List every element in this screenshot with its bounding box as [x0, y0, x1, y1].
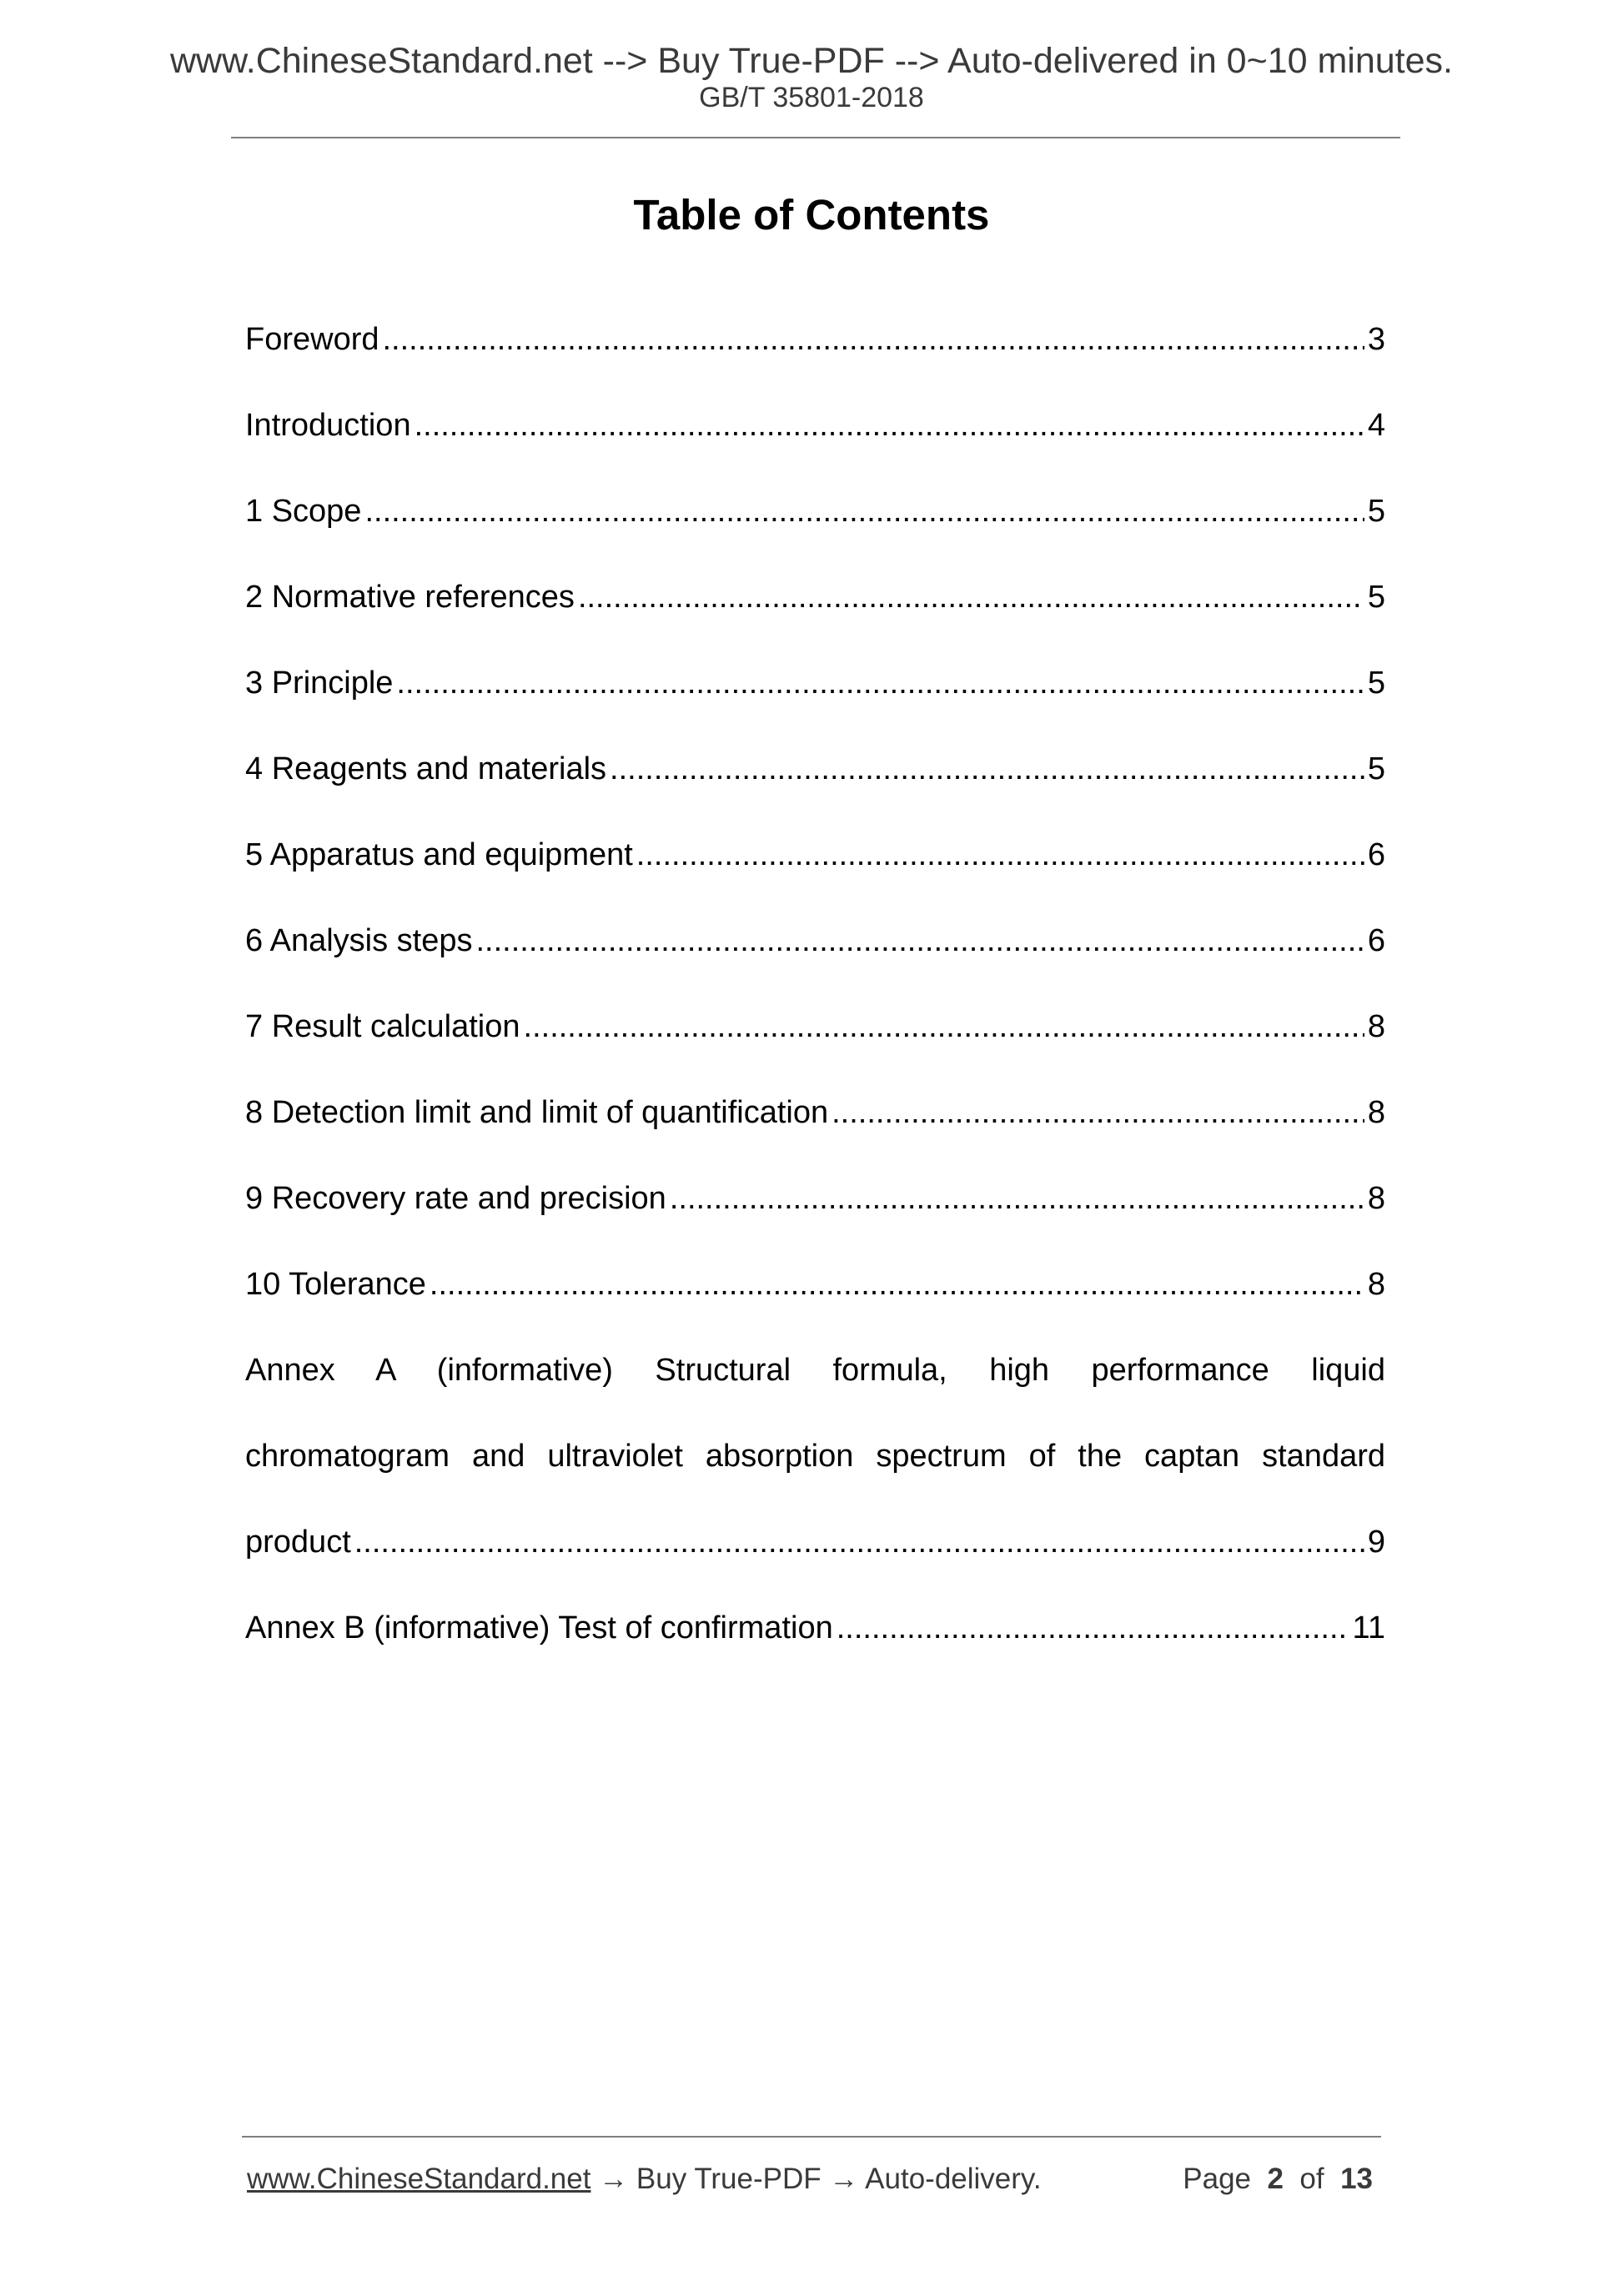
toc-entry-label: Introduction: [245, 408, 411, 443]
document-code: GB/T 35801-2018: [699, 82, 924, 113]
toc-leader-dots: [383, 324, 1364, 355]
toc-entry-page: 5: [1367, 494, 1385, 529]
annex-a-line-1: Annex A (informative) Structural formula, high performance liquid: [245, 1353, 1385, 1388]
toc-entry-label: 4 Reagents and materials: [245, 751, 607, 786]
toc-entry-label: 10 Tolerance: [245, 1267, 426, 1302]
toc-entry-label: 1 Scope: [245, 494, 362, 529]
toc-entry-label: Annex B (informative) Test of confirmation: [245, 1610, 833, 1645]
toc-leader-dots: [475, 925, 1364, 957]
toc-leader-dots: [832, 1097, 1364, 1128]
toc-entry-tolerance[interactable]: [245, 1269, 1385, 1354]
toc-leader-dots: [415, 409, 1364, 441]
toc-entry-normative-references[interactable]: [245, 581, 1385, 667]
toc-entry-page: 8: [1367, 1009, 1385, 1044]
page-indicator: [1183, 2164, 1373, 2193]
toc-entry-label: 6 Analysis steps: [245, 923, 473, 958]
annex-a-line-2: chromatogram and ultraviolet absorption spectrum of the captan standard: [245, 1439, 1385, 1474]
page-footer: [247, 2164, 1373, 2193]
toc-leader-dots: [524, 1011, 1364, 1042]
toc-entry-page: 4: [1367, 408, 1385, 443]
toc-entry-page: 6: [1367, 923, 1385, 958]
toc-entry-label: Foreword: [245, 322, 379, 357]
toc-entry-result-calculation[interactable]: [245, 1011, 1385, 1097]
annex-a-line-3: [245, 1526, 1385, 1612]
page-current: 2: [1267, 2163, 1284, 2195]
toc-entry-page: 8: [1367, 1095, 1385, 1130]
toc-entry-foreword[interactable]: [245, 324, 1385, 409]
toc-entry-page: 8: [1367, 1181, 1385, 1216]
footer-site-link[interactable]: www.ChineseStandard.net: [247, 2163, 591, 2195]
toc-entry-page: 5: [1367, 751, 1385, 786]
top-banner: www.ChineseStandard.net --> Buy True-PDF --> Auto-delivered in 0~10 minutes.: [169, 41, 1453, 81]
toc-title: Table of Contents: [633, 191, 990, 239]
toc-entry-label: product: [245, 1525, 351, 1560]
toc-entry-label: 8 Detection limit and limit of quantification: [245, 1095, 829, 1130]
toc-entry-reagents[interactable]: [245, 753, 1385, 839]
toc-entry-page: 3: [1367, 322, 1385, 357]
header-divider: [231, 137, 1400, 138]
toc-leader-dots: [670, 1183, 1364, 1214]
of-word: of: [1299, 2163, 1324, 2195]
toc-entry-label: 2 Normative references: [245, 580, 575, 615]
toc-entry-label: 9 Recovery rate and precision: [245, 1181, 666, 1216]
toc-entry-label: 3 Principle: [245, 666, 394, 701]
page-total: 13: [1340, 2163, 1373, 2195]
toc-leader-dots: [610, 753, 1364, 785]
toc-entry-annex-b[interactable]: [245, 1612, 1385, 1698]
toc-entry-page: 6: [1367, 837, 1385, 872]
toc-leader-dots: [636, 839, 1364, 871]
toc-entry-apparatus[interactable]: [245, 839, 1385, 925]
footer-divider: [242, 2136, 1381, 2138]
toc-entry-introduction[interactable]: [245, 409, 1385, 495]
toc-entry-page: 5: [1367, 580, 1385, 615]
toc-leader-dots: [396, 667, 1364, 699]
toc-entry-annex-a[interactable]: [245, 1354, 1385, 1612]
toc-entry-analysis-steps[interactable]: [245, 925, 1385, 1011]
page-word: Page: [1183, 2163, 1252, 2195]
toc-entry-page: 11: [1352, 1610, 1385, 1645]
toc-entry-label: 7 Result calculation: [245, 1009, 520, 1044]
toc-entry-page: 8: [1367, 1267, 1385, 1302]
toc-entry-detection-limit[interactable]: [245, 1097, 1385, 1183]
toc-entry-principle[interactable]: [245, 667, 1385, 753]
toc-entry-label: 5 Apparatus and equipment: [245, 837, 633, 872]
toc-leader-dots: [354, 1526, 1364, 1558]
toc-leader-dots: [364, 495, 1364, 527]
toc-entry-page: 9: [1367, 1525, 1385, 1560]
toc-entry-scope[interactable]: [245, 495, 1385, 581]
toc-entry-page: 5: [1367, 666, 1385, 701]
footer-tagline: → Buy True-PDF → Auto-delivery.: [590, 2163, 1042, 2195]
toc-entry-recovery-rate[interactable]: [245, 1183, 1385, 1269]
toc-leader-dots: [578, 581, 1364, 613]
toc-leader-dots: [837, 1612, 1349, 1644]
toc-leader-dots: [430, 1269, 1364, 1300]
table-of-contents: [245, 324, 1385, 1698]
